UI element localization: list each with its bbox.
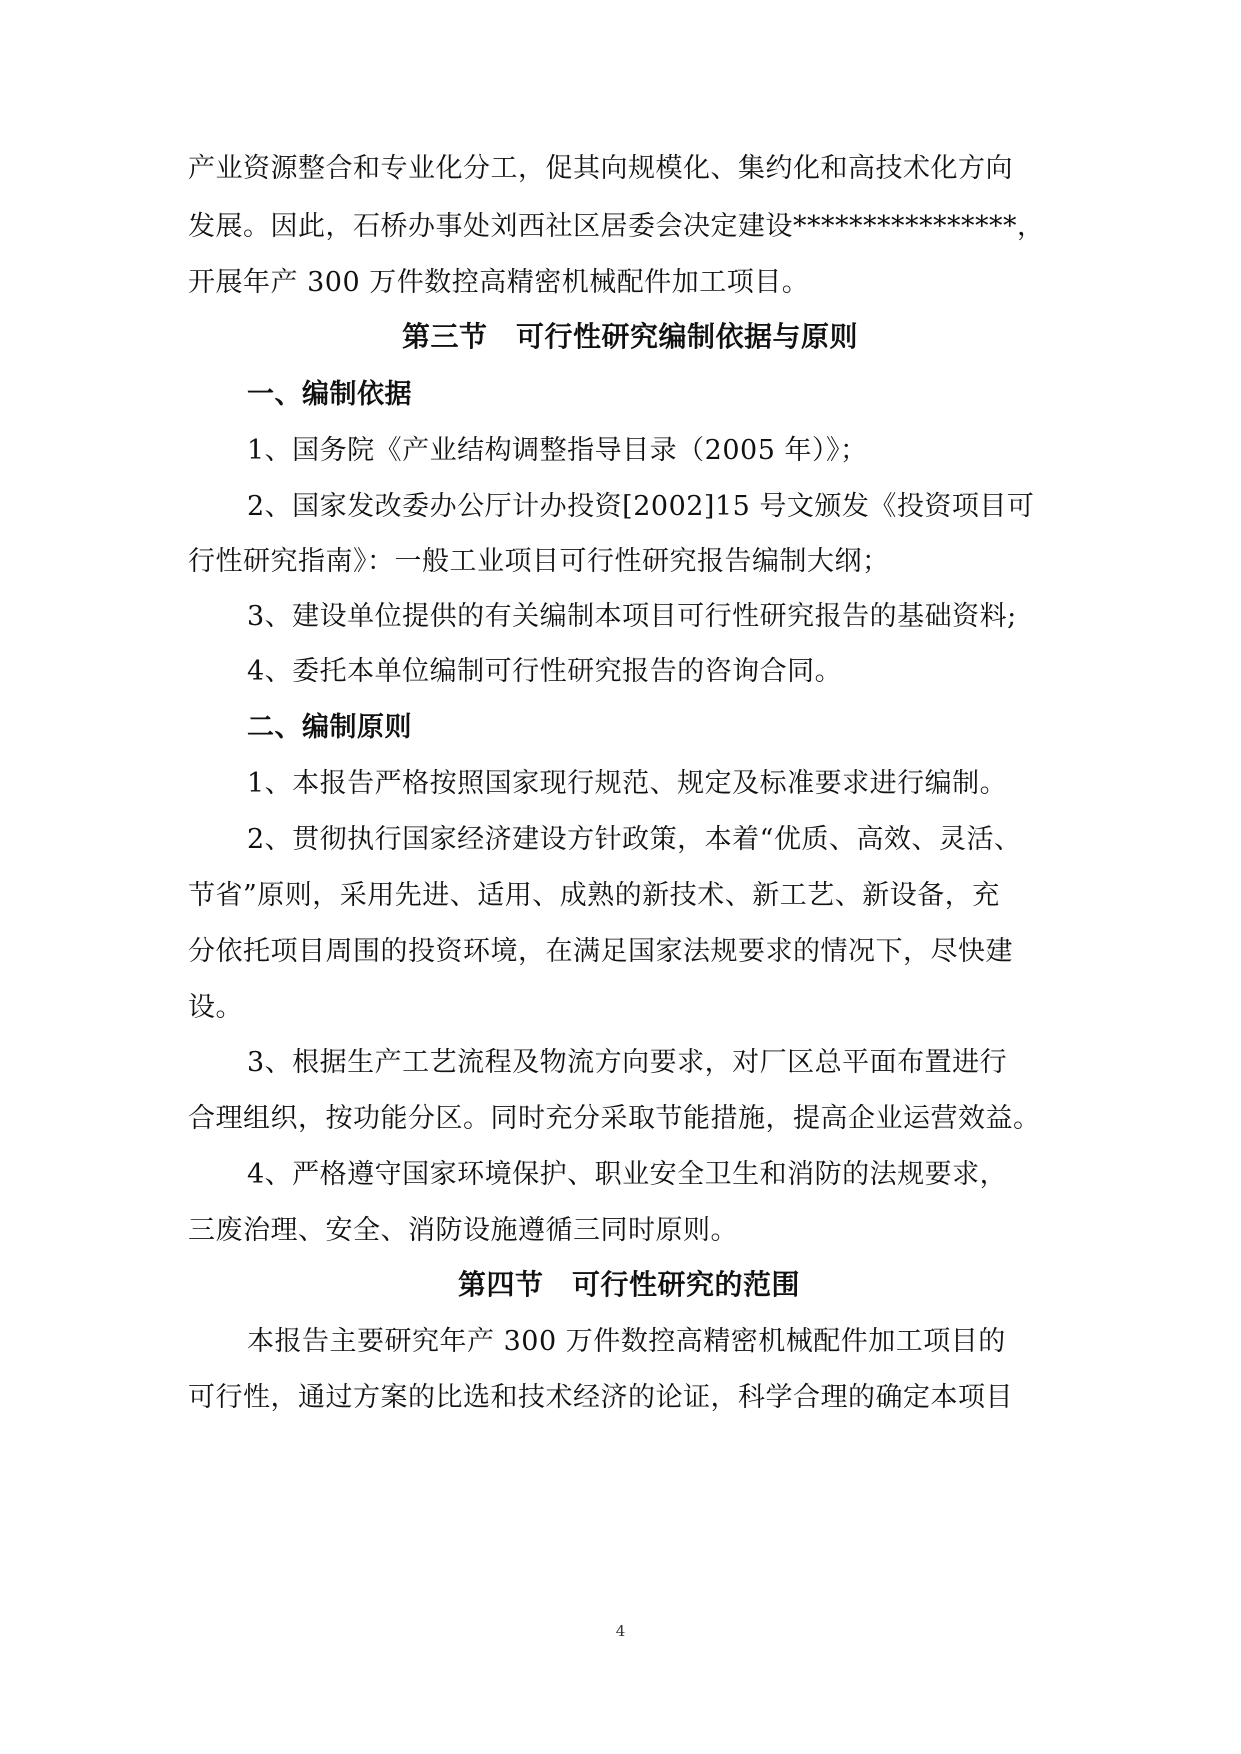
basis-heading: 一、编制依据 bbox=[247, 379, 412, 410]
principle-item-continuation: 三废治理、安全、消防设施遵循三同时原则。 bbox=[188, 1215, 738, 1246]
body-text-line: 可行性，通过方案的比选和技术经济的论证，科学合理的确定本项目 bbox=[188, 1382, 1013, 1413]
principle-item: 2、贯彻执行国家经济建设方针政策，本着“优质、高效、灵活、 bbox=[247, 824, 1022, 855]
basis-item-continuation: 行性研究指南》：一般工业项目可行性研究报告编制大纲； bbox=[188, 546, 890, 577]
principle-item-continuation: 节省”原则，采用先进、适用、成熟的新技术、新工艺、新设备，充 bbox=[188, 880, 1000, 911]
principle-item-continuation: 分依托项目周围的投资环境，在满足国家法规要求的情况下，尽快建 bbox=[188, 936, 1013, 967]
section-4-title: 第四节 可行性研究的范围 bbox=[458, 1268, 801, 1301]
body-text-line: 开展年产 300 万件数控高精密机械配件加工项目。 bbox=[188, 267, 810, 298]
principle-heading: 二、编制原则 bbox=[247, 712, 412, 743]
basis-item: 3、建设单位提供的有关编制本项目可行性研究报告的基础资料; bbox=[247, 601, 1017, 632]
principle-item: 3、根据生产工艺流程及物流方向要求，对厂区总平面布置进行 bbox=[247, 1047, 1008, 1078]
basis-item: 2、国家发改委办公厅计办投资[2002]15 号文颁发《投资项目可 bbox=[247, 491, 1035, 522]
basis-item: 1、国务院《产业结构调整指导目录（2005 年）》； bbox=[247, 435, 868, 466]
principle-item-continuation: 设。 bbox=[188, 992, 243, 1023]
body-text-line: 发展。因此，石桥办事处刘西社区居委会决定建设****************， bbox=[188, 211, 1045, 242]
principle-item: 4、严格遵守国家环境保护、职业安全卫生和消防的法规要求， bbox=[247, 1159, 1008, 1190]
body-text-line: 本报告主要研究年产 300 万件数控高精密机械配件加工项目的 bbox=[247, 1326, 1006, 1357]
section-3-title: 第三节 可行性研究编制依据与原则 bbox=[402, 320, 859, 353]
basis-item: 4、委托本单位编制可行性研究报告的咨询合同。 bbox=[247, 656, 843, 687]
body-text-line: 产业资源整合和专业化分工，促其向规模化、集约化和高技术化方向 bbox=[188, 153, 1013, 184]
principle-item-continuation: 合理组织，按功能分区。同时充分采取节能措施，提高企业运营效益。 bbox=[188, 1103, 1041, 1134]
page-number: 4 bbox=[615, 1622, 626, 1640]
principle-item: 1、本报告严格按照国家现行规范、规定及标准要求进行编制。 bbox=[247, 768, 1008, 799]
